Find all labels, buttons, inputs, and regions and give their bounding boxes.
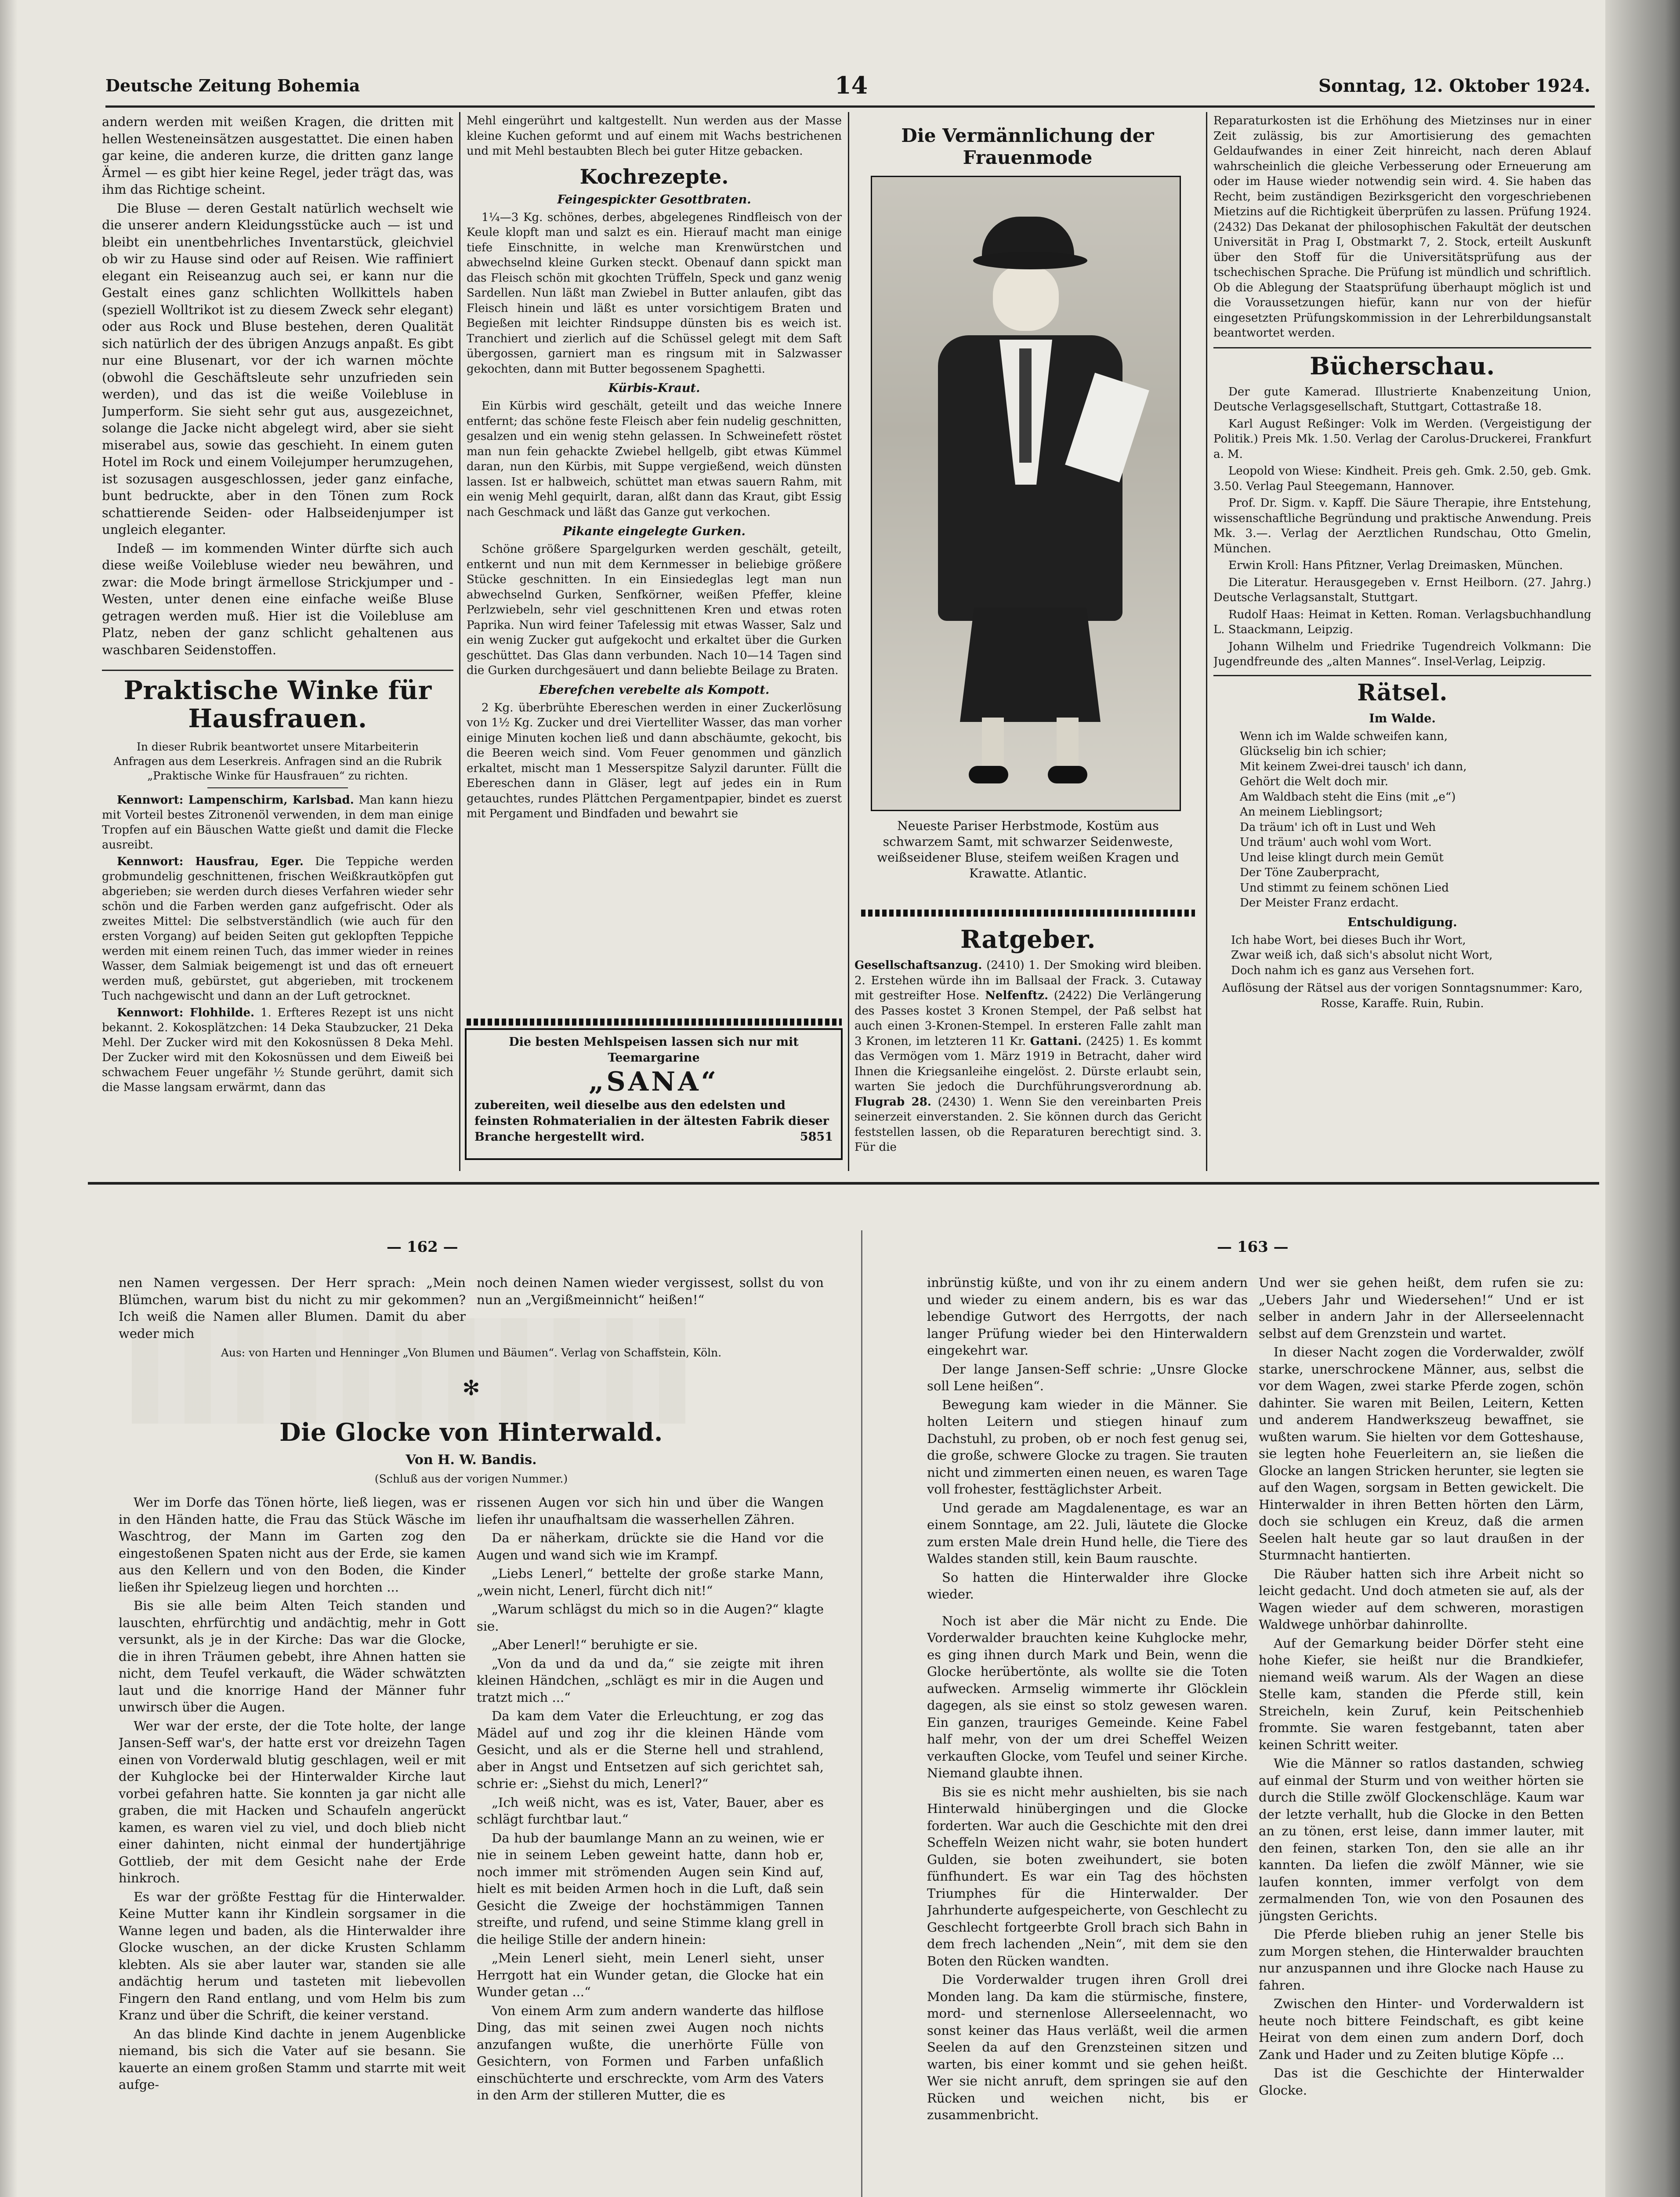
book-entry: Prof. Dr. Sigm. v. Kapff. Die Säure Therapie, ihre Entstehung, wissenschaftliche Begründung und praktische Anwendung. Preis Mk. 3.—. Verlag der Aerztlichen Rundschau, Otto Gmelin, München. xyxy=(1213,497,1591,555)
recipe-name: Pikante eingelegte Gurken. xyxy=(563,525,746,538)
page-number-163: — 163 — xyxy=(1217,1238,1289,1256)
story-author: Von H. W. Bandis. xyxy=(406,1452,537,1468)
section-rule xyxy=(1213,347,1591,348)
recipes-title: Kochrezepte. xyxy=(579,164,729,189)
ratgeber-title: Ratgeber. xyxy=(960,925,1096,954)
story-fragment-left: nen Namen vergessen. Der Herr sprach: „Mein Blümchen, warum bist du nicht zu mir gekommen? Ich weiß die Namen aller Blumen. Damit du aber weder mich xyxy=(119,1275,466,1341)
newspaper-name: Deutsche Zeitung Bohemia xyxy=(105,76,360,95)
ad-border-decoration xyxy=(467,1019,842,1026)
excuse-title: Entschuldigung. xyxy=(1347,915,1457,929)
recipe-text: Schöne größere Spargelgurken werden geschält, geteilt, entkernt und nun mit dem Kernmesser in beliebige größere Stücke geschnitten. In ein Einsiedeglas legt man nun abwechselnd Gurken, Senfkörner, weißen Pfeffer, kleine Perlzwiebeln, sehr viel geschnittenen Kren und etwas roten Paprika. Nun wird feiner Tafelessig mit etwas Wasser, Salz und ein wenig Zucker gut aufgekocht und erkaltet über die Gurken geschüttet. Das Glas dann verbunden. Nach 10—14 Tagen sind die Gurken durchgesäuert und dann beliebte Beilage zu Braten. xyxy=(467,543,842,677)
section-rule xyxy=(102,670,453,671)
scan-left-edge xyxy=(0,0,18,2197)
page-divider xyxy=(88,1182,1599,1185)
story-column-4: Und wer sie gehen heißt, dem rufen sie zu: „Uebers Jahr und Wiedersehen!“ Und er ist selber in andern Jahr in der Allerseelennacht selbst auf dem Grenzstein und wartet. In dieser Nacht zogen die Vorderwalder, zwölf starke, unerschrockene Männer, aus, selbst die vor dem Wagen, zwei starke Pferde zogen, schön dahinter. Sie waren mit Beilen, Leitern, Ketten und anderem Handwerkszeug bewaffnet, sie wußten warum. Sie hielten vor dem Gotteshause, sie legten hohe Feuerleitern an, sie ließen die Glocke an langen Stricken herunter, sie legten sie auf den Wagen, sorgsam in Betten gewickelt. Die Hinterwalder in ihren Betten hörten den Lärm, doch sie schlugen ein Kreuz, daß die armen Seelen halt heute gar so laut draußen in der Sturmnacht hantierten. Die Räuber hatten sich ihre Arbeit nicht so leicht gedacht. Und doch atmeten sie auf, als der Wagen wieder auf dem schweren, morastigen Waldwege unhörbar dahinrollte. Auf der Gemarkung beider Dörfer steht eine hohe Kiefer, sie heißt nur die Brandkiefer, niemand weiß warum. Als der Wagen an diese Stelle kam, standen die Pferde still, kein Streicheln, kein Zuruf, kein Peitschenhieb frommte. Sie waren festgebannt, taten aber keinen Schritt weiter. Wie die Männer so ratlos dastanden, schwieg auf einmal der Sturm und von weither hörten sie durch die Stille zwölf Glockenschläge. Kaum war der letzte verhallt, hub die Glocke in den Betten an zu tönen, erst leise, dann immer lauter, mit den feinen, starken Ton, den sie alle an ihr kannten. Da liefen die zwölf Männer, wie sie laufen konnten, immer verfolgt von dem zermalmenden Ton, wie von den Posaunen des jüngsten Gerichts. Die Pferde blieben ruhig an jener Stelle bis zum Morgen stehen, die Hinterwalder brauchten nur anzuspannen und ihre Glocke nach Hause zu fahren. Zwischen den Hinter- und Vorderwaldern ist heute noch bittere Feindschaft, es gibt keine Heirat von dem einen zum andern Dorf, doch Zank und Hader und zu Zeiten blutige Köpfe ... Das ist die Geschichte der Hinterwalder Glocke. xyxy=(1259,1275,1584,2098)
photo-skirt xyxy=(960,608,1101,722)
sana-advertisement xyxy=(465,1028,843,1160)
column-rule xyxy=(459,112,460,1171)
book-entry: Leopold von Wiese: Kindheit. Preis geh. Gmk. 2.50, geb. Gmk. 3.50. Verlag Paul Steegemann, Hannover. xyxy=(1213,464,1591,493)
column-rule xyxy=(848,112,849,1171)
photo-face xyxy=(993,265,1059,331)
raetsel-title: Rätsel. xyxy=(1357,679,1448,706)
recipe-name: Kürbis-Kraut. xyxy=(608,381,700,395)
ratgeber-entry: Gesellschaftsanzug. (2410) 1. Der Smoking wird bleiben. 2. Erstehen würde ihn im Ballsaal der Frack. 3. Cutaway mit gestreifter Hose. Nelfenftz. (2422) Die Verlängerung des Passes kostet 3 Kronen Stempel, der Paß selbst hat auch einen 3-Kronen-Stempel. In ersteren Falle zahlt man 3 Kronen, im letzteren 11 Kr. Gattani. (2425) 1. Es kommt das Vermögen vom 1. März 1919 in Betracht, daher wird Ihnen die Kriegsanleihe eingelöst. 2. Dürste erlaubt sein, warten Sie jedoch die Durchführungsverordnung ab. Flugrab 28. (2430) 1. Wenn Sie den vereinbarten Preis seinerzeit einverstanden. 2. Sie können durch das Gericht feststellen lassen, ob die Reparaturen berechtigt sind. 3. Für die xyxy=(854,959,1202,1154)
page-number: 14 xyxy=(835,71,868,99)
ad-brand: „SANA“ xyxy=(588,1066,719,1097)
section-rule xyxy=(1213,675,1591,676)
fashion-article-column xyxy=(102,113,453,1168)
caption-decoration xyxy=(861,910,1195,917)
photo-shoe xyxy=(969,766,1008,783)
book-entry: Johann Wilhelm und Friedrike Tugendreich Volkmann: Die Jugendfreunde des „alten Mannes“. Insel-Verlag, Leipzig. xyxy=(1213,640,1591,668)
recipe-text: 2 Kg. überbrühte Ebereschen werden in einer Zuckerlösung von 1½ Kg. Zucker und drei Viertelliter Wasser, das man vorher einige Minuten kochen ließ und dann abschäumte, gekocht, bis die Beeren weich sind. Vom Feuer genommen und gänzlich erkaltet, mischt man 1 Messerspitze Salyzil darunter. Füllt die Ebereschen dann in Gläser, legt auf jedes ein in Rum getauchtes, rundes Plättchen Pergamentpapier, bindet es zuerst mit Pergament und Bindfaden und bewahrt sie xyxy=(467,701,842,820)
recipe-name: Eberefchen verebelte als Kompott. xyxy=(539,683,770,697)
ratgeber-continued: Reparaturkosten ist die Erhöhung des Mietzinses nur in einer Zeit zulässig, bis zur Amortisierung des gemachten Geldaufwandes in einer Zeit hinreicht, nach deren Ablauf wahrscheinlich die gleiche Verbesserung oder Erneuerung am oder im Hause wieder notwendig sein wird. 4. Sie haben das Recht, beim zuständigen Bezirksgericht den vorgeschriebenen Mietzins auf die Richtigkeit überprüfen zu lassen. Prüfung 1924. (2432) Das Dekanat der philosophischen Fakultät der deutschen Universität in Prag I, Obstmarkt 7, 2. Stock, erteilt Auskunft über den Stoff für die Universitätsprüfung aus der tschechischen Sprache. Die Prüfung ist mündlich und schriftlich. Ob die Ablegung der Staatsprüfung überhaupt möglich ist und die Voraussetzungen hiefür, kann nur von der hiefür eingesetzten Prüfungskommission in der Lehrerbildungsanstalt beantwortet werden. xyxy=(1213,114,1591,340)
answer-item: Kennwort: Flohhilde. 1. Erfteres Rezept ist uns nicht bekannt. 2. Kokosplätzchen: 14 Deka Staubzucker, 21 Deka Mehl. Der Zucker wird mit den Kokosnüssen 8 Deka Mehl. Der Zucker wird mit den Kokosnüssen und dem Eiweiß bei schwachem Feuer ungefähr ½ Stunde gerührt, damit sich die Masse langsam erwärmt, dann das xyxy=(102,1006,453,1094)
books-title: Bücherschau. xyxy=(1310,352,1495,380)
article-paragraph: Die Bluse — deren Gestalt natürlich wechselt wie die unserer andern Kleidungsstücke auch — ist und bleibt ein unentbehrliches Inventarstück, gleichviel ob wir zu Hause sind oder auf Reisen. Wie raffiniert elegant ein Reiseanzug auch sei, er kann nur die Gestalt eines ganz schlichten Wollkittels haben (speziell Wolltrikot ist zu diesem Zweck sehr elegant) oder aus Rock und Bluse bestehen, deren Qualität sich natürlich der des übrigen Anzugs anpaßt. Es gibt nur eine Blusenart, vor der ich warnen möchte (obwohl die Geschäftsleute sehr unzufrieden sein werden), und das ist die weiße Voilebluse in Jumperform. Sie sieht sehr gut aus, ausgezeichnet, solange die Jacke nicht abgelegt wird, aber sie sieht miserabel aus, sowie das geschieht. In einem guten Hotel im Rock und einem Voilejumper herumzugehen, ist sozusagen ausgeschlossen, jeder ganz einfache, bunt bedruckte, aber in den Tönen zum Rock schattierende Seiden- oder Halbseidenjumper ist ungleich eleganter. xyxy=(102,200,453,537)
answer-item: Kennwort: Lampenschirm, Karlsbad. Man kann hiezu mit Vorteil bestes Zitronenöl verwenden, in dem man einige Tropfen auf ein Bäuschen Watte gießt und damit die Flecke ausreibt. xyxy=(102,794,453,852)
story-note: (Schluß aus der vorigen Nummer.) xyxy=(374,1472,568,1485)
page-header xyxy=(105,71,1590,102)
photo-hat-brim xyxy=(973,252,1087,269)
ad-code: 5851 xyxy=(800,1130,833,1144)
fashion-headline: Die Vermännlichung der Frauenmode xyxy=(901,125,1154,168)
recipe-text: 1¼—3 Kg. schönes, derbes, abgelegenes Rindfleisch von der Keule klopft man und salzt es ein. Hierauf macht man einige tiefe Einschnitte, in welche man Krenwürstchen und abwechselnd kleine Gurken steckt. Obenauf dann spickt man das Fleisch schön mit gkochten Trüffeln, Speck und ganz wenig Sardellen. Nun läßt man Zwiebel in Butter anlaufen, gibt das Fleisch hinein und läßt es unter vorsichtigem Braten und Begießen mit leichter Rindsuppe dünsten bis es weich ist. Tranchiert und zierlich auf die Schüssel gelegt mit dem Saft übergossen, garniert man es ringsum mit in Salzwasser gekochten, dann mit Butter begossenem Spaghetti. xyxy=(467,210,842,376)
source-note: Aus: von Harten und Henninger „Von Blumen und Bäumen“. Verlag von Schaffstein, Köln. xyxy=(221,1346,722,1359)
recipe-intro: Mehl eingerührt und kaltgestellt. Nun werden aus der Masse kleine Kuchen geformt und auf einem mit Wachs bestrichenen und mit Mehl bestaubten Blech bei guter Hitze gebacken. xyxy=(467,114,842,158)
recipe-name: Feingespickter Gesottbraten. xyxy=(557,192,751,207)
separator-star: ✻ xyxy=(462,1380,480,1400)
gutter-rule xyxy=(861,1230,862,2197)
book-entry: Erwin Kroll: Hans Pfitzner, Verlag Dreimasken, München. xyxy=(1228,559,1563,572)
raetsel-poem: Wenn ich im Walde schweifen kann, Glückselig bin ich schier; Mit keinem Zwei-drei tausch' ich dann, Gehört die Welt doch mir. Am Waldbach steht die Eins (mit „e“) An meinem Lieblingsort; Da träum' ich oft in Lust und Weh Und träum' auch wohl vom Wort. Und leise klingt durch mein Gemüt Der Töne Zauberpracht, Und stimmt zu feinem schönen Lied Der Meister Franz erdacht. xyxy=(1240,729,1467,910)
answer-item: Kennwort: Hausfrau, Eger. Die Teppiche werden grobmundelig geschnittenen, frischen Weißkrautköpfen gut abgerieben; sie werden durch dieses Verfahren wieder sehr schön und die Farben werden ganz aufgefrischt. Oder als zweites Mittel: Die selbstverständlich (wie auch für den ersten Vorgang) auf beiden Seiten gut geklopften Teppiche werden mit einem reinen Tuch, das immer wieder in reines Wasser, dem Salmiak beigemengt ist und das oft erneuert werden muß, gebürstet, gut abgerieben, mit trockenem Tuch nachgewischt und dann an der Luft getrocknet. xyxy=(102,855,453,1003)
header-rule xyxy=(105,105,1595,108)
fashion-photo xyxy=(871,176,1181,811)
photo-leg xyxy=(1057,718,1079,770)
section-title: Praktische Winke für Hausfrauen. xyxy=(123,675,432,733)
story-heading xyxy=(119,1414,824,1493)
ad-text: zubereiten, weil dieselbe aus den edelsten und feinsten Rohmaterialien in der ältesten Fabrik dieser Branche hergestellt wird. 5851 xyxy=(474,1098,833,1145)
story-column-2: rissenen Augen vor sich hin und über die Wangen liefen ihr unaufhaltsam die wasserhellen Zähren. Da er näherkam, drückte sie die Hand vor die Augen und wand sich wie im Krampf. „Liebs Lenerl,“ bettelte der große starke Mann, „wein nicht, Lenerl, fürcht dich nit!“ „Warum schlägst du mich so in die Augen?“ klagte sie. „Aber Lenerl!“ beruhigte er sie. „Von da und da und da,“ sie zeigte mit ihren kleinen Händchen, „schlägt es mir in die Augen und tratzt mich ...“ Da kam dem Vater die Erleuchtung, er zog das Mädel auf und zog ihr die kleinen Hände vom Gesicht, und als er die Sterne hell und strahlend, aber in Angst und Entsetzen auf sich gerichtet sah, schrie er: „Siehst du mich, Lenerl?“ „Ich weiß nicht, was es ist, Vater, Bauer, aber es schlägt furchtbar laut.“ Da hub der baumlange Mann an zu weinen, wie er nie in seinem Leben geweint hatte, dann hob er, noch immer mit strömenden Augen sein Kind auf, hielt es mit beiden Armen hoch in die Luft, daß sein Gesicht die Zweige der hochstämmigen Tannen streifte, und rufend, und seine Stimme klang grell in die heilige Stille der andern hinein: „Mein Lenerl sieht, mein Lenerl sieht, unser Herrgott hat ein Wunder getan, die Glocke hat ein Wunder getan ...“ Von einem Arm zum andern wanderte das hilflose Ding, das mit seinen zwei Augen noch nichts anzufangen wußte, die unerhörte Fülle von Gesichtern, von Formen und Farben unfaßlich einschüchterte und erschreckte, vom Arm des Vaters in den Arm der stilleren Mutter, die es xyxy=(477,1495,824,2103)
article-paragraph: Indeß — im kommenden Winter dürfte sich auch diese weiße Voilebluse wieder neu bewähren, und zwar: die Mode bringt ärmellose Strickjumper und -Westen, unter denen eine einfache weiße Bluse getragen werden muß. Hier ist die Voilebluse am Platz, neben der ganz schlicht gehaltenen aus waschbaren Seidenstoffen. xyxy=(102,540,453,657)
divider xyxy=(207,787,348,788)
scan-right-edge xyxy=(1605,0,1680,2197)
recipes-column xyxy=(467,113,842,1023)
photo-tie xyxy=(1019,348,1032,463)
article-paragraph: andern werden mit weißen Kragen, die dritten mit hellen Westeneinsätzen ausgestattet. Die einen haben gar keine, die anderen kurze, die dritten ganz lange Ärmel — es gibt hier keine Regel, jeder trägt das, was ihm das Richtige scheint. xyxy=(102,114,453,197)
book-entry: Der gute Kamerad. Illustrierte Knabenzeitung Union, Deutsche Verlagsgesellschaft, Stuttgart, Cottastraße 18. xyxy=(1213,385,1591,413)
book-entry: Rudolf Haas: Heimat in Ketten. Roman. Verlagsbuchhandlung L. Staackmann, Leipzig. xyxy=(1213,608,1591,636)
page-number-162: — 162 — xyxy=(387,1238,458,1256)
excuse-poem: Ich habe Wort, bei dieses Buch ihr Wort, Zwar weiß ich, daß sich's absolut nicht Wort, Doch nahm ich es ganz aus Versehen fort. xyxy=(1231,933,1493,977)
story-title: Die Glocke von Hinterwald. xyxy=(279,1418,663,1447)
story-column-3: inbrünstig küßte, und von ihr zu einem andern und wieder zu einem andern, bis es war das lebendige Gutwort des Herrgotts, der nach langer Prüfung wieder bei den Hinterwaldern eingekehrt war. Der lange Jansen-Seff schrie: „Unsre Glocke soll Lene heißen“. Bewegung kam wieder in die Männer. Sie holten Leitern und stiegen hinauf zum Dachstuhl, zu proben, ob er noch fest genug sei, die große, schwere Glocke zu tragen. Sie trauten nicht und zimmerten einen neuen, es waren Tage voll frohester, festtäglichster Arbeit. Und gerade am Magdalenentage, es war an einem Sonntage, am 22. Juli, läutete die Glocke zum ersten Male drein Hund helle, die Tiere des Waldes standen still, kein Baum rauschte. So hatten die Hinterwalder ihre Glocke wieder. Noch ist aber die Mär nicht zu Ende. Die Vorderwalder brauchten keine Kuhglocke mehr, es ging ihnen durch Mark und Bein, wenn die Glocke herübertönte, als wollte sie die Toten aufwecken. Armselig wimmerte ihr Glöcklein dagegen, als sie einst so stolz gewesen waren. Ein ganzen, trauriges Gemeinde. Keine Fabel half mehr, von der um drei Scheffel Weizen verkauften Glocke, vom Teufel und seiner Kirche. Niemand glaubte ihnen. Bis sie es nicht mehr aushielten, bis sie nach Hinterwald hinübergingen und die Glocke forderten. War auch die Geschichte mit den drei Scheffeln Weizen nicht wahr, sie boten hundert Gulden, sie boten zweihundert, sie boten fünfhundert. Es war ein Tag des höchsten Triumphes für die Hinterwalder. Der Jahrhunderte aufgespeicherte, von Geschlecht zu Geschlecht fortgeerbte Groll brach sich Bahn in dem frech lachenden „Nein“, mit dem sie den Boten den Rücken wandten. Die Vorderwalder trugen ihren Groll drei Monden lang. Da kam die stürmische, finstere, mord- und sternenlose Allerseelennacht, wo sonst keiner das Haus verläßt, weil die armen Seelen da auf den Grenzsteinen sitzen und warten, bis einer kommt und sie gehen heißt. Wer sie nicht anruft, dem springen sie auf den Rücken und weichen nicht, bis er zusammenbricht. xyxy=(927,1275,1248,2122)
raetsel-subtitle: Im Walde. xyxy=(1369,711,1436,725)
section-intro: In dieser Rubrik beantwortet unsere Mitarbeiterin Anfragen aus dem Leserkreis. Anfragen sind an die Rubrik „Praktische Winke für Hausfrauen“ zu richten. xyxy=(113,740,442,782)
photo-leg xyxy=(982,718,1004,770)
story-fragment-right: noch deinen Namen wieder vergissest, sollst du von nun an „Vergißmeinnicht“ heißen!“ xyxy=(477,1275,824,1307)
issue-date: Sonntag, 12. Oktober 1924. xyxy=(1318,76,1590,96)
story-column-1: Wer im Dorfe das Tönen hörte, ließ liegen, was er in den Händen hatte, die Frau das Stück Wäsche im Waschtrog, der Mann im Garten zog den eingestoßenen Spaten nicht aus der Erde, sie kamen aus den Kellern und von den Boden, die Kinder ließen ihr Spielzeug liegen und horchten ... Bis sie alle beim Alten Teich standen und lauschten, ehrfürchtig und andächtig, mehr in Gott versunkt, als je in der Kirche: Das war die Glocke, die in ihren Träumen gebebt, ihre Ahnen hatten sie nicht, dem Teufel verkauft, die Wäder schwätzten laut und die knorrige Hand der Männer fuhr unwirsch über die Augen. Wer war der erste, der die Tote holte, der lange Jansen-Seff war's, der hatte erst vor dreizehn Tagen einen von Vorderwald blutig geschlagen, weil er mit der Kuhglocke bei der Hinterwalder Kirche laut vorbei gefahren hatte. Sie konnten ja gar nicht alle graben, die mit Hacken und Schaufeln angerückt kamen, es waren viel zu viel, und doch blieb nicht einer dahinten, nicht einmal der hundertjährige Gottlieb, der mit dem Gesicht nahe der Erde hinkroch. Es war der größte Festtag für die Hinterwalder. Keine Mutter kann ihr Kindlein sorgsamer in die Wanne legen und baden, als die Hinterwalder ihre Glocke wuschen, an der dicke Krusten Schlamm klebten. Als sie aber lauter war, standen sie alle andächtig herum und tasteten mit liebevollen Fingern den Rand entlang, und vom Helm bis zum Kranz und über die Schrift, die keiner verstand. An das blinde Kind dachte in jenem Augenblicke niemand, bis sich die Vater auf sie besann. Sie kauerte an einem großen Stamm und starrte mit weit aufge- xyxy=(119,1495,466,2092)
photo-shoe xyxy=(1048,766,1087,783)
column-rule xyxy=(1206,112,1207,1171)
ratgeber-column xyxy=(854,923,1202,1169)
raetsel-solution: Auflösung der Rätsel aus der vorigen Sonntagsnummer: Karo, Rosse, Karaffe. Ruin, Rubin. xyxy=(1222,982,1583,1010)
book-entry: Karl August Reßinger: Volk im Werden. (Vergeistigung der Politik.) Preis Mk. 1.50. Verlag der Carolus-Druckerei, Frankfurt a. M. xyxy=(1213,417,1591,461)
book-entry: Die Literatur. Herausgegeben v. Ernst Heilborn. (27. Jahrg.) Deutsche Verlagsanstalt, Stuttgart. xyxy=(1213,576,1591,604)
recipe-text: Ein Kürbis wird geschält, geteilt und das weiche Innere entfernt; das schöne feste Fleisch aber fein nudelig geschnitten, gesalzen und ein wenig stehn gelassen. In Schweinefett röstet man nun fein gehackte Zwiebel hellgelb, gibt etwas Kümmel daran, nun den Kürbis, mit Suppe vergießend, weich dünsten lassen. Ist er halbweich, schüttet man etwas sauern Rahm, mit ein wenig Mehl gequirlt, daran, alßt dann das Kraut, gibt Essig nach Geschmack und läßt das Ganze gut verkochen. xyxy=(467,399,842,519)
ad-headline: Die besten Mehlspeisen lassen sich nur mit Teemargarine xyxy=(509,1035,799,1065)
photo-caption: Neueste Pariser Herbstmode, Kostüm aus schwarzem Samt, mit schwarzer Seidenweste, weißseidener Bluse, steifem weißen Kragen und Krawatte. Atlantic. xyxy=(877,819,1179,881)
ratgeber-continued-column xyxy=(1213,113,1591,1168)
